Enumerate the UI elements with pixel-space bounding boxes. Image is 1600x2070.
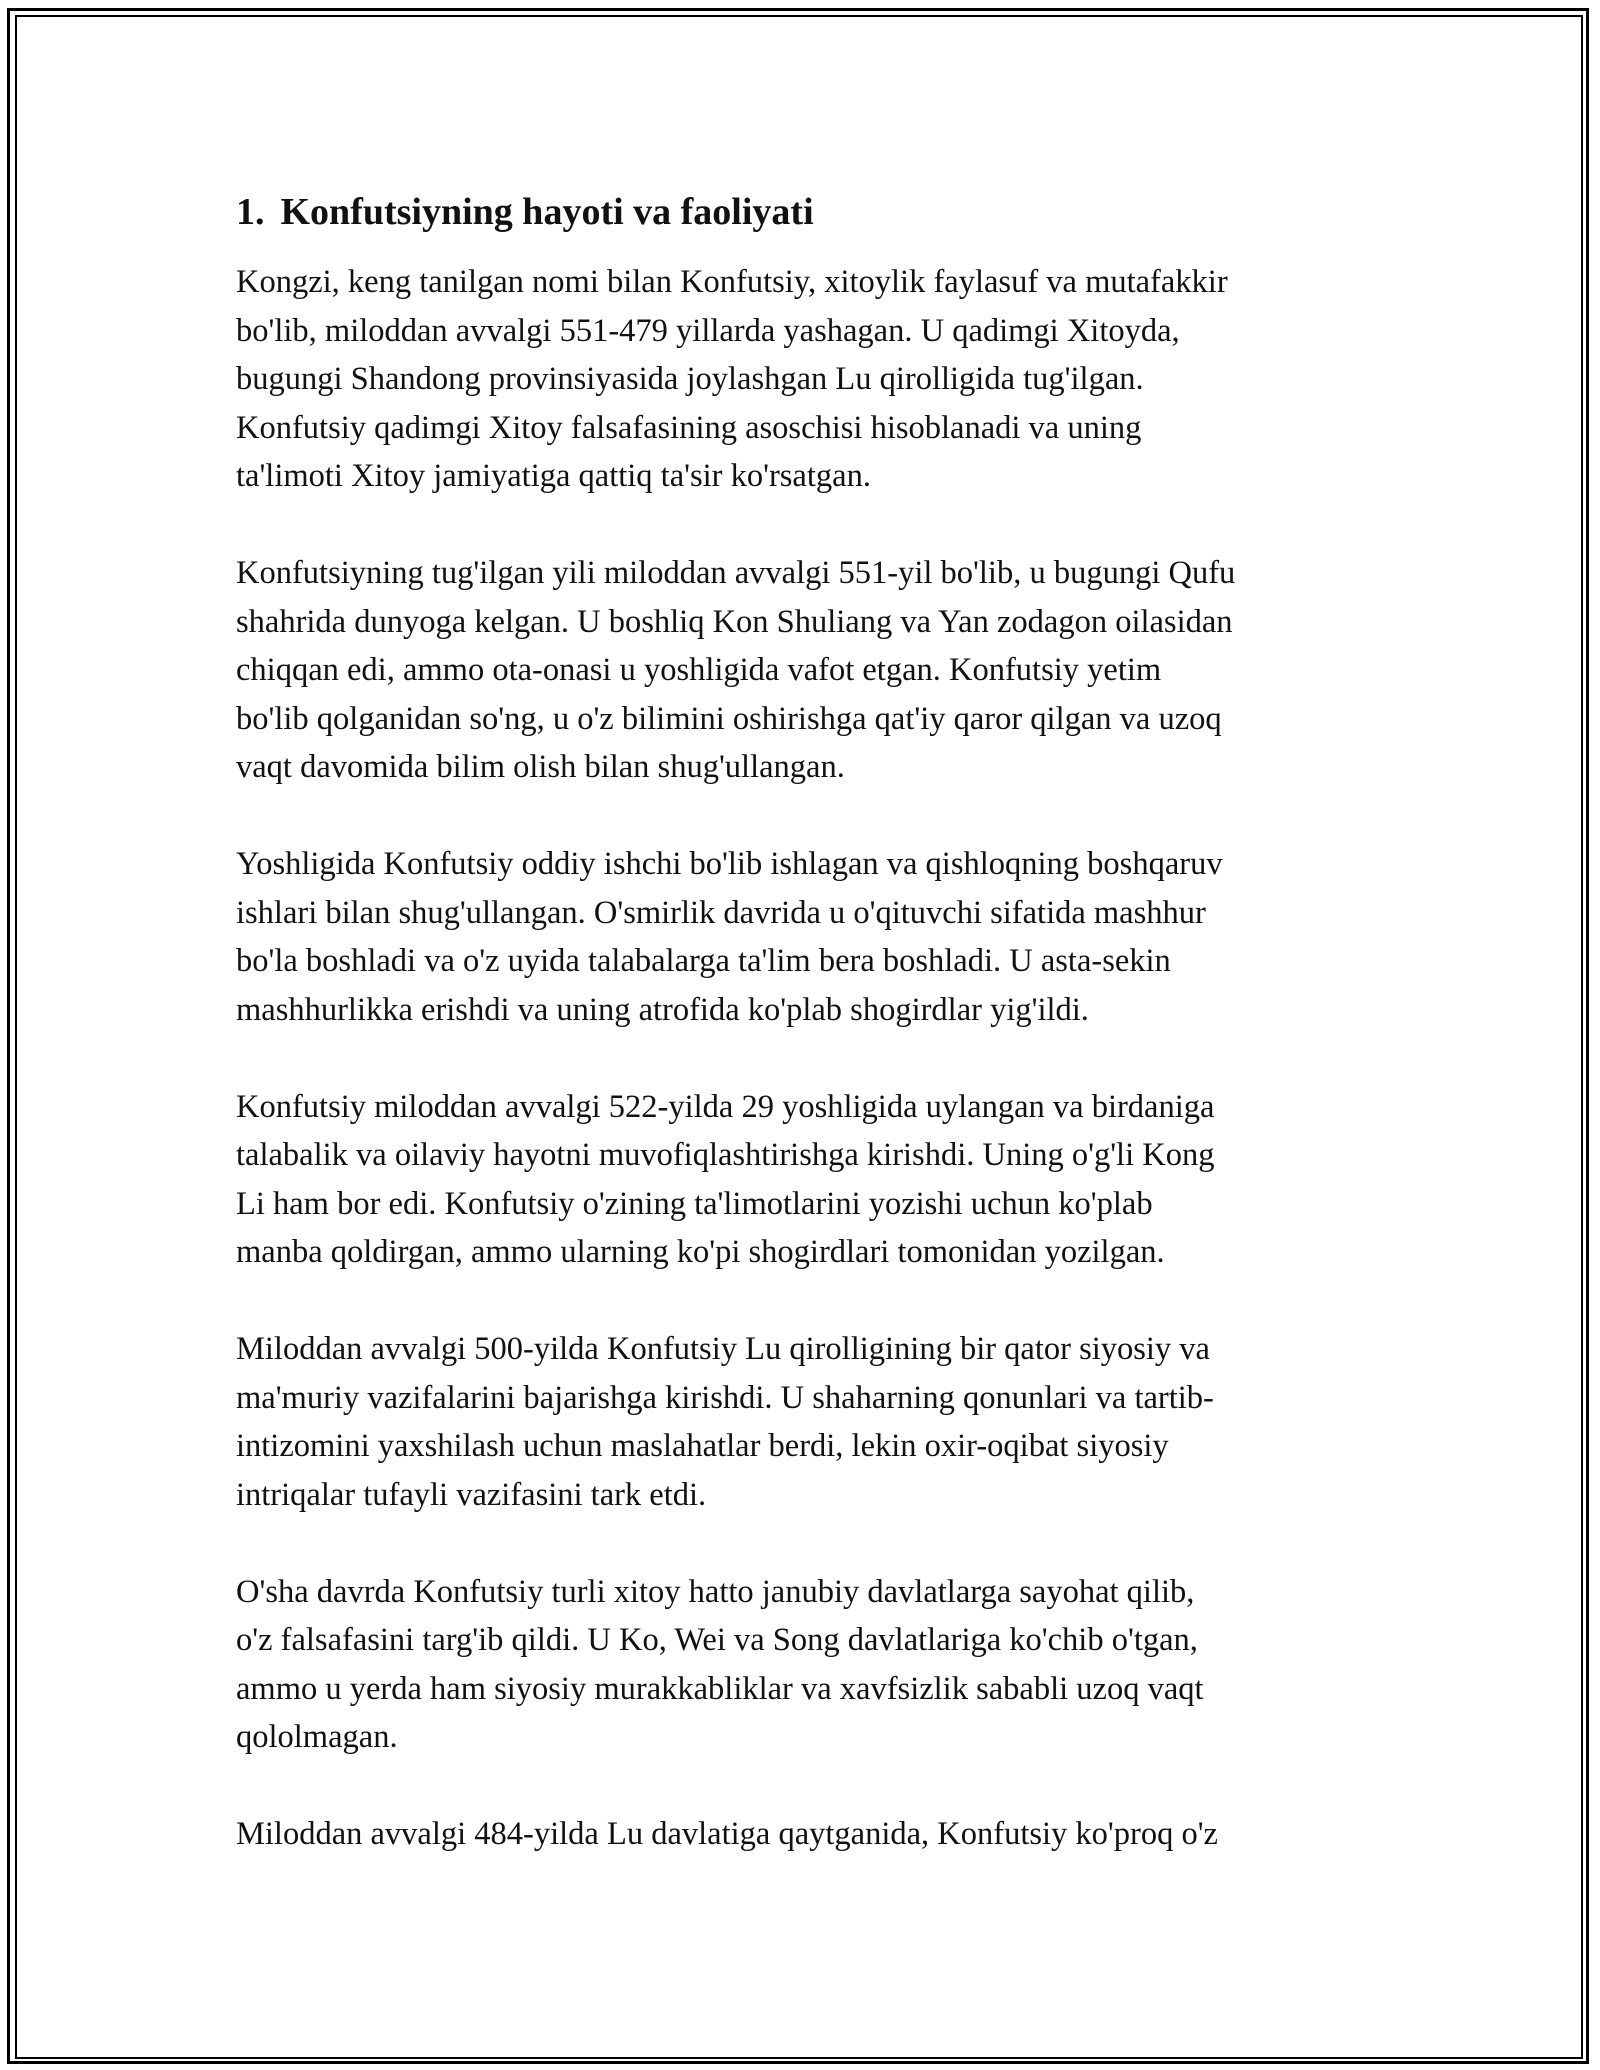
paragraph-3 [236,840,1386,1034]
text-line: Li ham bor edi. Konfutsiy o'zining ta'limotlarini yozishi uchun ko'plab [236,1185,1153,1222]
paragraph-2 [236,549,1386,792]
text-line: bugungi Shandong provinsiyasida joylashgan Lu qirolligida tug'ilgan. [236,361,1144,397]
paragraph-5 [236,1325,1386,1519]
section-title: Konfutsiyning hayoti va faoliyati [280,191,814,233]
text-line: bo'la boshladi va o'z uyida talabalarga ta'lim bera boshladi. U asta-sekin [236,943,1171,979]
text-line: manba qoldirgan, ammo ularning ko'pi shogirdlari tomonidan yozilgan. [236,1234,1165,1270]
text-line: intizomini yaxshilash uchun maslahatlar berdi, lekin oxir-oqibat siyosiy [236,1428,1169,1464]
text-line: talabalik va oilaviy hayotni muvofiqlashtirishga kirishdi. Uning o'g'li Kong [236,1137,1215,1173]
text-line: bo'lib qolganidan so'ng, u o'z bilimini oshirishga qat'iy qaror qilgan va uzoq [236,700,1222,737]
text-line: bo'lib, miloddan avvalgi 551-479 yillarda yashagan. U qadimgi Xitoyda, [236,312,1180,349]
text-line: ammo u yerda ham siyosiy murakkabliklar va xavfsizlik sababli uzoq vaqt [236,1670,1204,1707]
text-line: shahrida dunyoga kelgan. U boshliq Kon Shuliang va Yan zodagon oilasidan [236,603,1233,640]
text-line: qololmagan. [236,1719,398,1755]
paragraph-1 [236,258,1386,501]
text-line: o'z falsafasini targ'ib qildi. U Ko, Wei va Song davlatlariga ko'chib o'tgan, [236,1622,1198,1658]
section-heading [236,184,1386,240]
text-line: Miloddan avvalgi 500-yilda Konfutsiy Lu qirolligining bir qator siyosiy va [236,1331,1210,1367]
text-line: mashhurlikka erishdi va uning atrofida ko'plab shogirdlar yig'ildi. [236,991,1089,1028]
text-line: chiqqan edi, ammo ota-onasi u yoshligida vafot etgan. Konfutsiy yetim [236,652,1162,688]
text-line: Yoshligida Konfutsiy oddiy ishchi bo'lib ishlagan va qishloqning boshqaruv [236,846,1223,882]
text-line: Konfutsiy miloddan avvalgi 522-yilda 29 yoshligida uylangan va birdaniga [236,1088,1215,1125]
text-line: intriqalar tufayli vazifasini tark etdi. [236,1476,707,1513]
text-line: O'sha davrda Konfutsiy turli xitoy hatto janubiy davlatlarga sayohat qilib, [236,1573,1195,1610]
text-line: vaqt davomida bilim olish bilan shug'ullangan. [236,749,845,785]
text-line: ta'limoti Xitoy jamiyatiga qattiq ta'sir ko'rsatgan. [236,458,871,494]
section-number: 1. [236,191,265,233]
text-line: Konfutsiyning tug'ilgan yili miloddan avvalgi 551-yil bo'lib, u bugungi Qufu [236,555,1236,591]
paragraph-4 [236,1083,1386,1277]
text-line: Kongzi, keng tanilgan nomi bilan Konfutsiy, xitoylik faylasuf va mutafakkir [236,264,1228,300]
text-line: Miloddan avvalgi 484-yilda Lu davlatiga qaytganida, Konfutsiy ko'proq o'z [236,1816,1218,1852]
text-line: ma'muriy vazifalarini bajarishga kirishdi. U shaharning qonunlari va tartib- [236,1379,1214,1416]
paragraph-6 [236,1568,1386,1762]
text-line: Konfutsiy qadimgi Xitoy falsafasining asoschisi hisoblanadi va uning [236,409,1142,446]
paragraph-7 [236,1810,1386,1859]
document-body [236,184,1386,1907]
text-line: ishlari bilan shug'ullangan. O'smirlik davrida u o'qituvchi sifatida mashhur [236,894,1206,931]
